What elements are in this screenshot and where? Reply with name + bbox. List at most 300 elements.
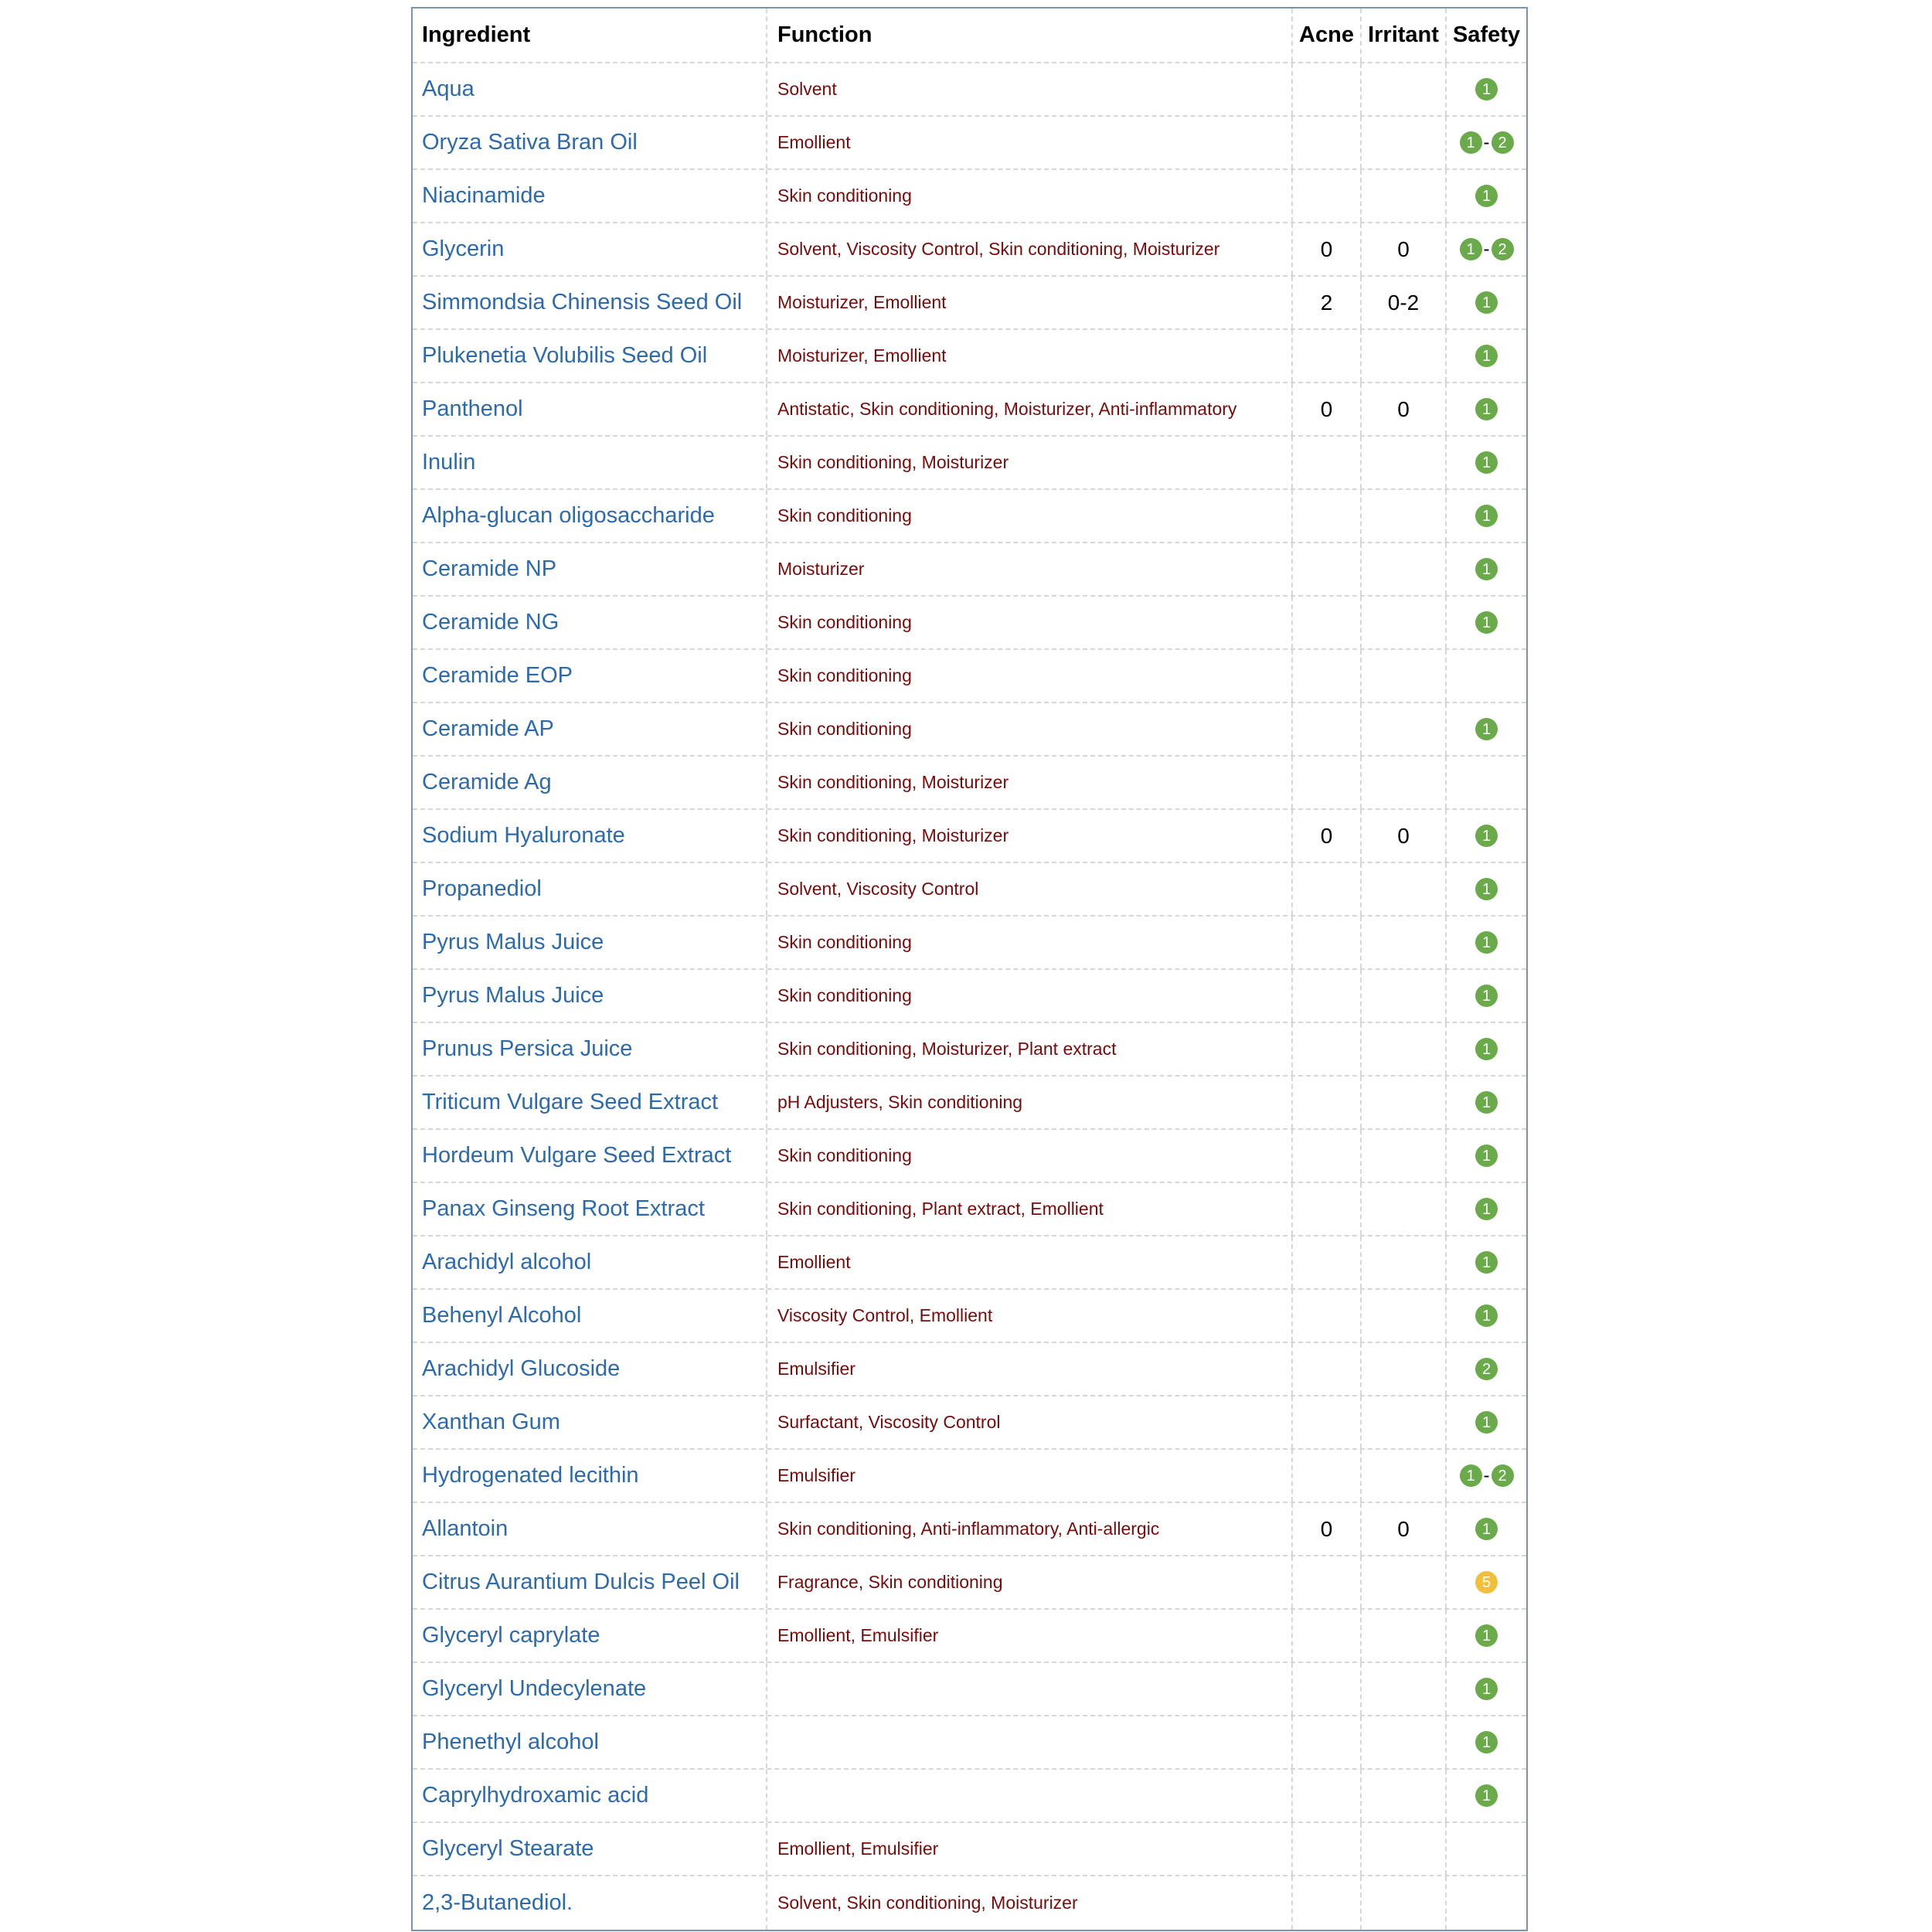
function-text: Emollient: [777, 1252, 851, 1272]
acne-cell: [1293, 863, 1362, 915]
safety-badge: 1: [1475, 931, 1498, 954]
ingredient-link[interactable]: Simmondsia Chinensis Seed Oil: [422, 290, 743, 315]
irritant-cell: [1362, 1556, 1447, 1608]
table-row: [413, 383, 1526, 437]
acne-cell: [1293, 383, 1362, 435]
table-row: [413, 223, 1526, 277]
function-cell: [767, 1556, 1293, 1608]
table-row: [413, 490, 1526, 543]
irritant-cell: [1362, 330, 1447, 382]
acne-value: 0: [1320, 823, 1333, 848]
safety-badge: 1: [1475, 1518, 1498, 1540]
function-text: Fragrance, Skin conditioning: [777, 1572, 1003, 1592]
ingredient-cell: [413, 1503, 767, 1555]
acne-cell: [1293, 1770, 1362, 1821]
table-row: [413, 1183, 1526, 1236]
ingredient-cell: [413, 1716, 767, 1768]
table-row: [413, 170, 1526, 223]
acne-value: 0: [1320, 1516, 1333, 1541]
function-text: Emulsifier: [777, 1465, 855, 1485]
acne-cell: [1293, 1663, 1362, 1715]
function-text: Skin conditioning: [777, 719, 912, 739]
ingredient-link[interactable]: Aqua: [422, 77, 474, 101]
ingredient-link[interactable]: Panthenol: [422, 396, 523, 421]
safety-cell: [1447, 1876, 1526, 1930]
table-row: [413, 1770, 1526, 1823]
irritant-cell: [1362, 1236, 1447, 1288]
table-row: [413, 1023, 1526, 1077]
ingredient-link[interactable]: Xanthan Gum: [422, 1410, 560, 1434]
function-cell: [767, 63, 1293, 115]
acne-cell: [1293, 63, 1362, 115]
ingredient-cell: [413, 543, 767, 595]
ingredient-cell: [413, 170, 767, 222]
safety-cell: [1447, 1023, 1526, 1075]
safety-badge: 1: [1475, 451, 1498, 474]
ingredient-cell: [413, 383, 767, 435]
ingredients-table: [411, 7, 1528, 1931]
irritant-cell: [1362, 223, 1447, 275]
ingredient-cell: [413, 490, 767, 542]
header-irritant: Irritant: [1368, 22, 1439, 47]
acne-cell: [1293, 1503, 1362, 1555]
acne-cell: [1293, 917, 1362, 968]
function-cell: [767, 1290, 1293, 1342]
safety-cell: [1447, 1130, 1526, 1182]
safety-cell: [1447, 277, 1526, 328]
header-ingredient-cell: [413, 9, 767, 62]
safety-badge: 2: [1475, 1358, 1498, 1380]
safety-badge: 1: [1475, 1624, 1498, 1647]
table-row: [413, 330, 1526, 383]
ingredient-link[interactable]: Alpha-glucan oligosaccharide: [422, 503, 715, 528]
safety-badge: 1: [1475, 1784, 1498, 1807]
function-cell: [767, 1716, 1293, 1768]
ingredient-cell: [413, 1610, 767, 1662]
ingredient-cell: [413, 597, 767, 648]
safety-badge: 1: [1475, 985, 1498, 1007]
function-text: Skin conditioning: [777, 1145, 912, 1165]
ingredient-link[interactable]: Ceramide EOP: [422, 663, 573, 688]
irritant-cell: [1362, 437, 1447, 488]
safety-badge: 1: [1475, 878, 1498, 900]
function-text: Solvent, Skin conditioning, Moisturizer: [777, 1893, 1078, 1913]
ingredient-link[interactable]: Plukenetia Volubilis Seed Oil: [422, 343, 708, 368]
function-cell: [767, 863, 1293, 915]
irritant-cell: [1362, 757, 1447, 808]
ingredient-cell: [413, 1290, 767, 1342]
safety-badge: 1: [1460, 238, 1482, 260]
irritant-cell: [1362, 490, 1447, 542]
ingredient-link[interactable]: Propanediol: [422, 876, 542, 901]
ingredient-link[interactable]: Ceramide Ag: [422, 770, 552, 794]
ingredient-cell: [413, 970, 767, 1022]
function-text: Emollient, Emulsifier: [777, 1625, 939, 1645]
ingredient-cell: [413, 63, 767, 115]
table-row: [413, 757, 1526, 810]
table-row: [413, 917, 1526, 970]
irritant-cell: [1362, 1450, 1447, 1502]
ingredient-cell: [413, 650, 767, 702]
function-cell: [767, 437, 1293, 488]
safety-cell: [1447, 863, 1526, 915]
ingredient-cell: [413, 703, 767, 755]
ingredient-cell: [413, 810, 767, 862]
safety-badge: 1: [1475, 1304, 1498, 1327]
ingredient-cell: [413, 1130, 767, 1182]
safety-range-dash: -: [1483, 131, 1490, 153]
table-row: [413, 1450, 1526, 1503]
table-row: [413, 1663, 1526, 1716]
function-cell: [767, 1343, 1293, 1395]
safety-badge: 1: [1475, 185, 1498, 207]
safety-badge: 1: [1475, 1251, 1498, 1274]
irritant-cell: [1362, 1077, 1447, 1128]
function-cell: [767, 223, 1293, 275]
acne-cell: [1293, 1290, 1362, 1342]
safety-cell: [1447, 1236, 1526, 1288]
function-text: Skin conditioning: [777, 985, 912, 1005]
acne-cell: [1293, 703, 1362, 755]
table-row: [413, 1610, 1526, 1663]
function-text: Surfactant, Viscosity Control: [777, 1412, 1001, 1432]
safety-badge: 1: [1475, 291, 1498, 314]
ingredient-link[interactable]: Glycerin: [422, 236, 505, 261]
safety-cell: [1447, 970, 1526, 1022]
safety-badge: 1: [1475, 1731, 1498, 1753]
ingredient-link[interactable]: Allantoin: [422, 1516, 509, 1541]
header-safety: Safety: [1452, 22, 1521, 47]
safety-cell: [1447, 383, 1526, 435]
ingredient-link[interactable]: Phenethyl alcohol: [422, 1730, 599, 1754]
table-row: [413, 1823, 1526, 1876]
ingredient-link[interactable]: Ceramide NG: [422, 610, 560, 634]
acne-cell: [1293, 543, 1362, 595]
acne-cell: [1293, 117, 1362, 168]
ingredient-cell: [413, 330, 767, 382]
ingredient-cell: [413, 1183, 767, 1235]
function-text: Moisturizer: [777, 559, 865, 579]
irritant-cell: [1362, 383, 1447, 435]
safety-cell: [1447, 1823, 1526, 1875]
table-row: [413, 1556, 1526, 1610]
irritant-value: 0: [1397, 1516, 1410, 1541]
ingredient-cell: [413, 1450, 767, 1502]
ingredient-link[interactable]: Niacinamide: [422, 183, 546, 208]
acne-cell: [1293, 1236, 1362, 1288]
header-ingredient: Ingredient: [422, 22, 531, 47]
safety-badge: 1: [1475, 611, 1498, 634]
irritant-cell: [1362, 170, 1447, 222]
safety-cell: [1447, 543, 1526, 595]
acne-cell: [1293, 650, 1362, 702]
acne-cell: [1293, 1343, 1362, 1395]
ingredient-cell: [413, 1770, 767, 1821]
irritant-cell: [1362, 1343, 1447, 1395]
header-function-cell: [767, 9, 1293, 62]
function-text: Solvent, Viscosity Control, Skin conditioning, Moisturizer: [777, 239, 1220, 259]
safety-cell: [1447, 223, 1526, 275]
ingredient-link[interactable]: Hydrogenated lecithin: [422, 1463, 639, 1488]
function-cell: [767, 1236, 1293, 1288]
ingredient-link[interactable]: Arachidyl Glucoside: [422, 1356, 621, 1381]
function-text: Emollient, Emulsifier: [777, 1838, 939, 1859]
ingredient-link[interactable]: Arachidyl alcohol: [422, 1250, 592, 1274]
acne-cell: [1293, 597, 1362, 648]
irritant-value: 0-2: [1387, 290, 1420, 315]
safety-badge: 1: [1475, 345, 1498, 367]
irritant-cell: [1362, 1663, 1447, 1715]
function-text: pH Adjusters, Skin conditioning: [777, 1092, 1023, 1112]
function-cell: [767, 277, 1293, 328]
function-text: Skin conditioning: [777, 932, 912, 952]
safety-cell: [1447, 1183, 1526, 1235]
ingredient-link[interactable]: Behenyl Alcohol: [422, 1303, 582, 1328]
safety-cell: [1447, 1556, 1526, 1608]
function-text: Skin conditioning, Moisturizer: [777, 772, 1009, 792]
function-cell: [767, 650, 1293, 702]
irritant-cell: [1362, 597, 1447, 648]
irritant-cell: [1362, 1770, 1447, 1821]
safety-badge: 1: [1475, 1411, 1498, 1434]
acne-cell: [1293, 1556, 1362, 1608]
function-text: Skin conditioning, Moisturizer: [777, 825, 1009, 845]
function-cell: [767, 917, 1293, 968]
ingredient-link[interactable]: Glyceryl Stearate: [422, 1836, 594, 1861]
safety-badge: 1: [1475, 558, 1498, 580]
irritant-cell: [1362, 63, 1447, 115]
function-cell: [767, 1503, 1293, 1555]
function-cell: [767, 543, 1293, 595]
ingredient-link[interactable]: Sodium Hyaluronate: [422, 823, 625, 848]
ingredient-link[interactable]: Caprylhydroxamic acid: [422, 1783, 649, 1808]
function-text: Antistatic, Skin conditioning, Moisturizer, Anti-inflammatory: [777, 399, 1237, 419]
function-text: Skin conditioning: [777, 185, 912, 206]
table-row: [413, 63, 1526, 117]
irritant-cell: [1362, 970, 1447, 1022]
safety-cell: [1447, 490, 1526, 542]
acne-cell: [1293, 1077, 1362, 1128]
acne-value: 0: [1320, 236, 1333, 261]
function-cell: [767, 1023, 1293, 1075]
safety-badge: 2: [1492, 131, 1514, 154]
safety-cell: [1447, 1343, 1526, 1395]
acne-cell: [1293, 810, 1362, 862]
irritant-cell: [1362, 703, 1447, 755]
safety-badge: 1: [1460, 1464, 1482, 1487]
ingredient-link[interactable]: Pyrus Malus Juice: [422, 930, 604, 954]
safety-cell: [1447, 1663, 1526, 1715]
safety-cell: [1447, 1450, 1526, 1502]
table-row: [413, 650, 1526, 703]
acne-cell: [1293, 1716, 1362, 1768]
table-row: [413, 1236, 1526, 1290]
ingredient-link[interactable]: Glyceryl caprylate: [422, 1623, 600, 1648]
acne-cell: [1293, 1023, 1362, 1075]
table-row: [413, 703, 1526, 757]
table-row: [413, 597, 1526, 650]
table-row: [413, 543, 1526, 597]
function-cell: [767, 1876, 1293, 1930]
irritant-cell: [1362, 1876, 1447, 1930]
safety-badge: 1: [1475, 1198, 1498, 1220]
acne-cell: [1293, 330, 1362, 382]
ingredient-cell: [413, 223, 767, 275]
safety-cell: [1447, 810, 1526, 862]
irritant-cell: [1362, 1823, 1447, 1875]
function-cell: [767, 810, 1293, 862]
irritant-cell: [1362, 1716, 1447, 1768]
safety-range-dash: -: [1483, 1464, 1490, 1486]
function-cell: [767, 170, 1293, 222]
irritant-cell: [1362, 1610, 1447, 1662]
table-row: [413, 277, 1526, 330]
function-text: Viscosity Control, Emollient: [777, 1305, 993, 1325]
irritant-cell: [1362, 1290, 1447, 1342]
function-cell: [767, 490, 1293, 542]
safety-badge: 1: [1475, 78, 1498, 100]
safety-cell: [1447, 1290, 1526, 1342]
table-row: [413, 1077, 1526, 1130]
safety-badge: 1: [1475, 1145, 1498, 1167]
function-cell: [767, 1183, 1293, 1235]
table-row: [413, 810, 1526, 863]
ingredient-link[interactable]: Prunus Persica Juice: [422, 1036, 633, 1061]
ingredient-cell: [413, 1077, 767, 1128]
safety-badge: 2: [1492, 238, 1514, 260]
function-cell: [767, 330, 1293, 382]
function-cell: [767, 703, 1293, 755]
acne-cell: [1293, 1823, 1362, 1875]
ingredient-cell: [413, 1876, 767, 1930]
table-row: [413, 970, 1526, 1023]
header-irritant-cell: [1362, 9, 1447, 62]
safety-badge: 2: [1492, 1464, 1514, 1487]
ingredient-cell: [413, 1556, 767, 1608]
table-row: [413, 1876, 1526, 1930]
acne-cell: [1293, 223, 1362, 275]
function-cell: [767, 1130, 1293, 1182]
acne-cell: [1293, 1610, 1362, 1662]
safety-badge: 1: [1475, 825, 1498, 847]
safety-cell: [1447, 1770, 1526, 1821]
table-row: [413, 1716, 1526, 1770]
irritant-cell: [1362, 1503, 1447, 1555]
acne-value: 2: [1320, 290, 1333, 315]
ingredient-link[interactable]: Panax Ginseng Root Extract: [422, 1196, 705, 1221]
header-acne: Acne: [1299, 22, 1354, 47]
safety-badge: 1: [1475, 505, 1498, 527]
table-row: [413, 1396, 1526, 1450]
safety-cell: [1447, 917, 1526, 968]
ingredient-link[interactable]: Pyrus Malus Juice: [422, 983, 604, 1008]
safety-cell: [1447, 330, 1526, 382]
table-row: [413, 863, 1526, 917]
table-row: [413, 437, 1526, 490]
ingredient-cell: [413, 437, 767, 488]
ingredient-cell: [413, 1663, 767, 1715]
ingredient-link[interactable]: Ceramide NP: [422, 556, 557, 581]
ingredient-link[interactable]: Glyceryl Undecylenate: [422, 1676, 647, 1701]
irritant-value: 0: [1397, 396, 1410, 421]
function-text: Solvent: [777, 79, 837, 99]
function-cell: [767, 1396, 1293, 1448]
irritant-cell: [1362, 1130, 1447, 1182]
irritant-cell: [1362, 1183, 1447, 1235]
header-function: Function: [777, 22, 872, 47]
irritant-cell: [1362, 863, 1447, 915]
function-text: Solvent, Viscosity Control: [777, 879, 979, 899]
safety-cell: [1447, 1610, 1526, 1662]
function-cell: [767, 970, 1293, 1022]
function-text: Skin conditioning: [777, 665, 912, 685]
ingredient-link[interactable]: Triticum Vulgare Seed Extract: [422, 1090, 719, 1114]
safety-cell: [1447, 1716, 1526, 1768]
table-body: [413, 63, 1526, 1930]
ingredient-cell: [413, 277, 767, 328]
safety-cell: [1447, 703, 1526, 755]
function-cell: [767, 117, 1293, 168]
function-text: Skin conditioning: [777, 505, 912, 526]
safety-cell: [1447, 597, 1526, 648]
ingredient-link[interactable]: Hordeum Vulgare Seed Extract: [422, 1143, 732, 1168]
safety-badge: 1: [1475, 1038, 1498, 1060]
ingredient-cell: [413, 1396, 767, 1448]
safety-cell: [1447, 1503, 1526, 1555]
ingredient-link[interactable]: Inulin: [422, 450, 476, 474]
function-cell: [767, 1663, 1293, 1715]
safety-badge: 1: [1475, 718, 1498, 740]
acne-cell: [1293, 437, 1362, 488]
irritant-cell: [1362, 277, 1447, 328]
ingredient-link[interactable]: Ceramide AP: [422, 716, 554, 741]
acne-cell: [1293, 1450, 1362, 1502]
irritant-cell: [1362, 810, 1447, 862]
safety-badge: 1: [1475, 1091, 1498, 1114]
function-cell: [767, 1077, 1293, 1128]
ingredient-cell: [413, 1343, 767, 1395]
function-text: Skin conditioning, Plant extract, Emollient: [777, 1199, 1104, 1219]
safety-cell: [1447, 117, 1526, 168]
function-cell: [767, 597, 1293, 648]
table-row: [413, 1343, 1526, 1396]
ingredient-cell: [413, 1023, 767, 1075]
irritant-cell: [1362, 543, 1447, 595]
function-text: Skin conditioning: [777, 612, 912, 632]
function-cell: [767, 383, 1293, 435]
safety-badge: 1: [1460, 131, 1482, 154]
function-text: Skin conditioning, Anti-inflammatory, Anti-allergic: [777, 1519, 1160, 1539]
ingredient-cell: [413, 917, 767, 968]
ingredient-link[interactable]: Citrus Aurantium Dulcis Peel Oil: [422, 1570, 740, 1594]
function-cell: [767, 757, 1293, 808]
safety-cell: [1447, 63, 1526, 115]
ingredient-link[interactable]: 2,3-Butanediol.: [422, 1890, 573, 1915]
acne-cell: [1293, 1396, 1362, 1448]
header-acne-cell: [1293, 9, 1362, 62]
function-text: Moisturizer, Emollient: [777, 345, 947, 366]
ingredient-cell: [413, 1823, 767, 1875]
header-safety-cell: [1447, 9, 1526, 62]
ingredient-link[interactable]: Oryza Sativa Bran Oil: [422, 130, 638, 155]
irritant-cell: [1362, 1023, 1447, 1075]
safety-badge: 1: [1475, 1678, 1498, 1700]
irritant-cell: [1362, 1396, 1447, 1448]
ingredient-cell: [413, 1236, 767, 1288]
safety-cell: [1447, 437, 1526, 488]
acne-value: 0: [1320, 396, 1333, 421]
irritant-value: 0: [1397, 236, 1410, 261]
